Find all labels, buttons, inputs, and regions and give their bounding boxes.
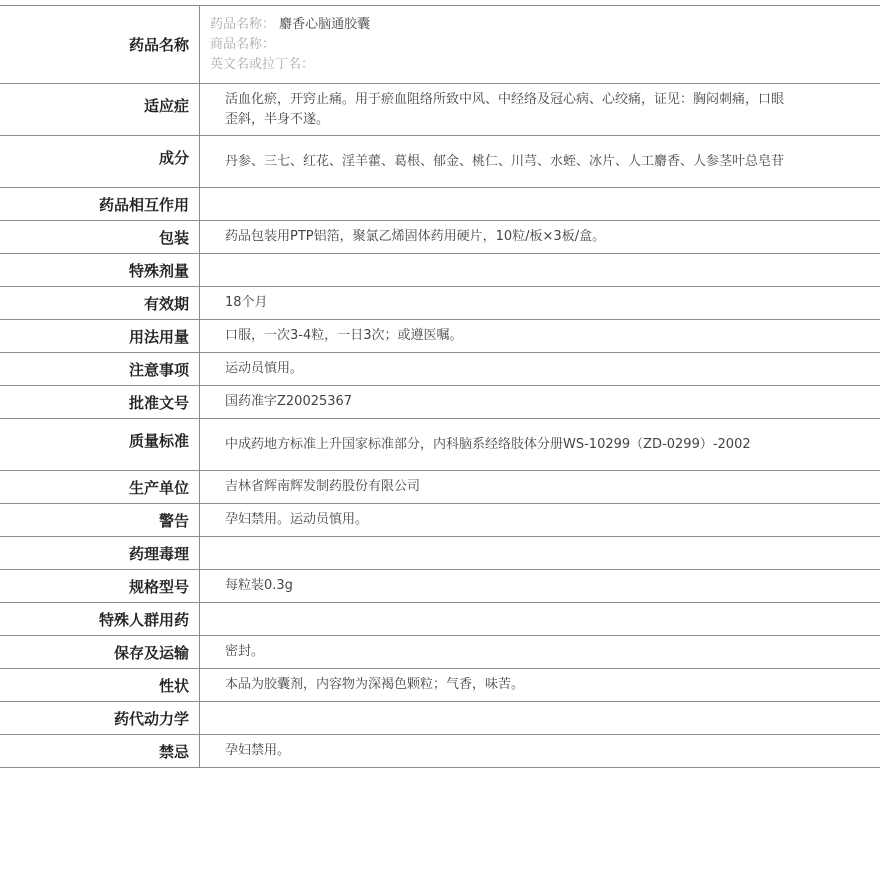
- table-row: [0, 221, 880, 254]
- row-value: 国药准字Z20025367: [200, 386, 880, 419]
- table-row: [0, 702, 880, 735]
- row-label: 药理毒理: [0, 537, 200, 570]
- row-label: 规格型号: [0, 570, 200, 603]
- table-row: [0, 537, 880, 570]
- table-row: [0, 419, 880, 471]
- table-row: [0, 6, 880, 84]
- row-value: [200, 702, 880, 735]
- row-label: 用法用量: [0, 320, 200, 353]
- row-value: 中成药地方标准上升国家标准部分，内科脑系经络肢体分册WS-10299（ZD-0299）-2002: [200, 419, 880, 471]
- row-label: 适应症: [0, 84, 200, 136]
- row-value: 本品为胶囊剂，内容物为深褐色颗粒；气香，味苦。: [200, 669, 880, 702]
- trade-name-label: 商品名称：: [210, 36, 276, 52]
- row-label: 成分: [0, 136, 200, 188]
- row-label: 保存及运输: [0, 636, 200, 669]
- row-value: 丹参、三七、红花、淫羊藿、葛根、郁金、桃仁、川芎、水蛭、冰片、人工麝香、人参茎叶总皂苷: [200, 136, 880, 188]
- row-value: 孕妇禁用。运动员慎用。: [200, 504, 880, 537]
- row-value: 密封。: [200, 636, 880, 669]
- row-value: 每粒装0.3g: [200, 570, 880, 603]
- table-row: [0, 188, 880, 221]
- table-row: [0, 353, 880, 386]
- table-row: [0, 570, 880, 603]
- row-label: 特殊剂量: [0, 254, 200, 287]
- row-label: 药品名称: [0, 6, 200, 84]
- table-row: [0, 84, 880, 136]
- table-row: [0, 603, 880, 636]
- generic-name-line: [210, 15, 790, 35]
- row-label: 注意事项: [0, 353, 200, 386]
- table-row: [0, 136, 880, 188]
- row-label: 药代动力学: [0, 702, 200, 735]
- table-row: [0, 287, 880, 320]
- row-value: 口服，一次3-4粒，一日3次；或遵医嘱。: [200, 320, 880, 353]
- row-label: 禁忌: [0, 735, 200, 768]
- table-row: [0, 504, 880, 537]
- english-name-label: 英文名或拉丁名：: [210, 56, 315, 72]
- table-row: [0, 735, 880, 768]
- row-value: 运动员慎用。: [200, 353, 880, 386]
- generic-name-value: 麝香心脑通胶囊: [279, 16, 371, 32]
- row-label: 生产单位: [0, 471, 200, 504]
- english-name-line: [210, 55, 790, 75]
- row-value: 孕妇禁用。: [200, 735, 880, 768]
- row-label: 批准文号: [0, 386, 200, 419]
- table-row: [0, 636, 880, 669]
- row-label: 特殊人群用药: [0, 603, 200, 636]
- row-label: 性状: [0, 669, 200, 702]
- table-row: [0, 471, 880, 504]
- row-value: [200, 603, 880, 636]
- row-value: [200, 254, 880, 287]
- row-value: 吉林省辉南辉发制药股份有限公司: [200, 471, 880, 504]
- drug-names-cell: [200, 6, 880, 84]
- row-value: 18个月: [200, 287, 880, 320]
- table-row: [0, 386, 880, 419]
- row-label: 包装: [0, 221, 200, 254]
- row-label: 有效期: [0, 287, 200, 320]
- row-value: 药品包装用PTP铝箔，聚氯乙烯固体药用硬片，10粒/板×3板/盒。: [200, 221, 880, 254]
- table-row: [0, 320, 880, 353]
- table-row: [0, 669, 880, 702]
- row-value: [200, 188, 880, 221]
- trade-name-line: [210, 35, 790, 55]
- row-value: [200, 537, 880, 570]
- row-label: 药品相互作用: [0, 188, 200, 221]
- row-label: 警告: [0, 504, 200, 537]
- row-value: 活血化瘀，开窍止痛。用于瘀血阻络所致中风、中经络及冠心病、心绞痛，证见：胸闷刺痛，口眼歪斜，半身不遂。: [200, 84, 880, 136]
- drug-info-table: [0, 5, 880, 768]
- row-label: 质量标准: [0, 419, 200, 471]
- generic-name-label: 药品名称：: [210, 16, 276, 32]
- table-row: [0, 254, 880, 287]
